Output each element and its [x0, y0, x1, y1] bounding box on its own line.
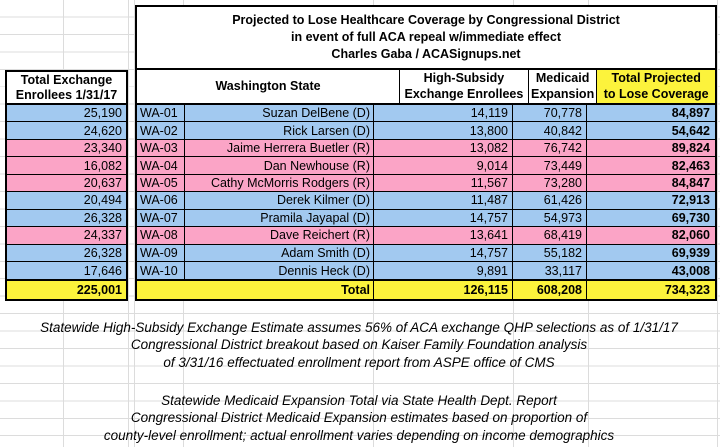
representative-cell-wa-01[interactable]: Suzan DelBene (D) [184, 105, 373, 121]
medicaid-expansion-cell-wa-08[interactable]: 68,419 [512, 227, 586, 243]
footnote-line: county-level enrollment; actual enrollment varies depending on income demographics [103, 427, 615, 443]
total-medicaid-cell[interactable]: 608,208 [512, 281, 586, 299]
table-header-row [137, 70, 715, 105]
total-exchange-enrollees-total-cell[interactable]: 225,001 [7, 279, 126, 299]
total-coverage-cell-wa-09[interactable]: 69,939 [586, 245, 714, 261]
footnote-line: Statewide Medicaid Expansion Total via State Health Dept. Report [161, 393, 557, 408]
exchange-enrollees-cell-wa-07[interactable]: 26,328 [7, 210, 126, 227]
exchange-enrollees-cell-wa-05[interactable]: 11,567 [373, 175, 512, 191]
medicaid-expansion-cell-wa-02[interactable]: 40,842 [512, 122, 586, 138]
district-cell-wa-06[interactable]: WA-06 [140, 193, 178, 208]
title-line-3: Charles Gaba / ACASignups.net [331, 47, 521, 61]
header-line: Total Exchange [20, 72, 113, 87]
medicaid-expansion-cell-wa-05[interactable]: 73,280 [512, 175, 586, 191]
district-row-wa-03 [137, 140, 715, 157]
header-line: Exchange Enrollees [404, 86, 524, 101]
header-exchange-enrollees[interactable] [399, 70, 528, 103]
medicaid-expansion-cell-wa-10[interactable]: 33,117 [512, 262, 586, 279]
exchange-enrollees-cell-wa-03[interactable]: 23,340 [7, 140, 126, 157]
exchange-enrollees-cell-wa-03[interactable]: 13,082 [373, 140, 512, 156]
exchange-enrollees-cell-wa-02[interactable]: 13,800 [373, 122, 512, 138]
district-row-wa-10 [137, 262, 715, 279]
header-total-projected[interactable] [596, 70, 715, 103]
district-row-wa-09 [137, 245, 715, 262]
table-title-cell[interactable] [137, 7, 715, 70]
total-exchange-cell[interactable]: 126,115 [373, 281, 512, 299]
header-state-label: Washington State [215, 78, 321, 93]
district-row-wa-07 [137, 210, 715, 227]
representative-cell-wa-06[interactable]: Derek Kilmer (D) [184, 192, 373, 208]
gridline [717, 0, 718, 447]
medicaid-expansion-cell-wa-06[interactable]: 61,426 [512, 192, 586, 208]
header-line: High-Subsidy [423, 71, 505, 85]
total-coverage-cell[interactable]: 734,323 [586, 281, 714, 299]
exchange-enrollees-cell-wa-01[interactable]: 14,119 [373, 105, 512, 121]
medicaid-expansion-cell-wa-03[interactable]: 76,742 [512, 140, 586, 156]
medicaid-expansion-cell-wa-04[interactable]: 73,449 [512, 157, 586, 173]
district-cell-wa-08[interactable]: WA-08 [140, 228, 178, 243]
representative-cell-wa-03[interactable]: Jaime Herrera Buetler (R) [184, 140, 373, 156]
exchange-enrollees-cell-wa-10[interactable]: 9,891 [373, 262, 512, 279]
representative-cell-wa-02[interactable]: Rick Larsen (D) [184, 122, 373, 138]
title-line-1: Projected to Lose Healthcare Coverage by Congressional District [232, 13, 620, 27]
footnote-line: of 3/31/16 effectuated enrollment report from ASPE office of CMS [163, 354, 555, 370]
header-line: Expansion [531, 86, 595, 101]
district-cell-wa-04[interactable]: WA-04 [140, 158, 178, 173]
exchange-enrollees-cell-wa-08[interactable]: 13,641 [373, 227, 512, 243]
total-exchange-enrollees-values [7, 105, 126, 279]
header-washington-state[interactable] [137, 70, 399, 103]
total-coverage-cell-wa-01[interactable]: 84,897 [586, 105, 714, 121]
total-exchange-enrollees-header[interactable] [7, 72, 126, 105]
exchange-enrollees-cell-wa-07[interactable]: 14,757 [373, 210, 512, 226]
header-line: Medicaid [535, 71, 590, 85]
exchange-enrollees-cell-wa-09[interactable]: 26,328 [7, 245, 126, 262]
exchange-enrollees-cell-wa-06[interactable]: 20,494 [7, 192, 126, 209]
district-cell-wa-01[interactable]: WA-01 [140, 106, 178, 121]
total-coverage-cell-wa-05[interactable]: 84,847 [586, 175, 714, 191]
representative-cell-wa-10[interactable]: Dennis Heck (D) [184, 262, 373, 279]
medicaid-expansion-cell-wa-01[interactable]: 70,778 [512, 105, 586, 121]
medicaid-expansion-cell-wa-09[interactable]: 55,182 [512, 245, 586, 261]
district-cell-wa-09[interactable]: WA-09 [140, 245, 178, 260]
coverage-loss-table [135, 5, 717, 301]
exchange-enrollees-cell-wa-09[interactable]: 14,757 [373, 245, 512, 261]
representative-cell-wa-09[interactable]: Adam Smith (D) [184, 245, 373, 261]
title-line-2: in event of full ACA repeal w/immediate effect [291, 30, 561, 44]
header-line: Enrollees 1/31/17 [15, 87, 118, 102]
exchange-enrollees-cell-wa-10[interactable]: 17,646 [7, 262, 126, 279]
exchange-enrollees-cell-wa-08[interactable]: 24,337 [7, 227, 126, 244]
representative-cell-wa-04[interactable]: Dan Newhouse (R) [184, 157, 373, 173]
footnote-medicaid-methodology [0, 392, 718, 444]
footnote-line: Congressional District breakout based on Kaiser Family Foundation analysis [130, 337, 588, 353]
gridline [128, 0, 129, 447]
header-line: Total Projected [611, 71, 701, 85]
footnote-line: Statewide High-Subsidy Exchange Estimate assumes 56% of ACA exchange QHP selections as of 1/31/17 [40, 320, 678, 335]
total-coverage-cell-wa-08[interactable]: 82,060 [586, 227, 714, 243]
total-label-cell[interactable]: Total [341, 283, 370, 298]
exchange-enrollees-cell-wa-05[interactable]: 20,637 [7, 175, 126, 192]
district-row-wa-06 [137, 192, 715, 209]
district-cell-wa-10[interactable]: WA-10 [140, 263, 178, 278]
district-row-wa-01 [137, 105, 715, 122]
total-coverage-cell-wa-03[interactable]: 89,824 [586, 140, 714, 156]
district-rows [137, 105, 715, 279]
header-line: to Lose Coverage [603, 86, 709, 101]
total-coverage-cell-wa-06[interactable]: 72,913 [586, 192, 714, 208]
table-total-row [137, 279, 715, 299]
exchange-enrollees-cell-wa-04[interactable]: 16,082 [7, 157, 126, 174]
header-medicaid-expansion[interactable] [528, 70, 597, 103]
medicaid-expansion-cell-wa-07[interactable]: 54,973 [512, 210, 586, 226]
district-cell-wa-03[interactable]: WA-03 [140, 141, 178, 156]
exchange-enrollees-cell-wa-06[interactable]: 11,487 [373, 192, 512, 208]
representative-cell-wa-05[interactable]: Cathy McMorris Rodgers (R) [184, 175, 373, 191]
district-row-wa-05 [137, 175, 715, 192]
total-coverage-cell-wa-04[interactable]: 82,463 [586, 157, 714, 173]
representative-cell-wa-07[interactable]: Pramila Jayapal (D) [184, 210, 373, 226]
district-row-wa-08 [137, 227, 715, 244]
district-row-wa-02 [137, 122, 715, 139]
total-coverage-cell-wa-02[interactable]: 54,642 [586, 122, 714, 138]
footnote-exchange-methodology [0, 319, 718, 371]
exchange-enrollees-cell-wa-01[interactable]: 25,190 [7, 105, 126, 122]
district-cell-wa-05[interactable]: WA-05 [140, 175, 178, 190]
exchange-enrollees-cell-wa-02[interactable]: 24,620 [7, 122, 126, 139]
district-row-wa-04 [137, 157, 715, 174]
district-cell-wa-07[interactable]: WA-07 [140, 210, 178, 225]
district-cell-wa-02[interactable]: WA-02 [140, 123, 178, 138]
exchange-enrollees-cell-wa-04[interactable]: 9,014 [373, 157, 512, 173]
footnote-line: Congressional District Medicaid Expansion estimates based on proportion of [130, 410, 588, 426]
total-coverage-cell-wa-10[interactable]: 43,008 [586, 262, 714, 279]
total-coverage-cell-wa-07[interactable]: 69,730 [586, 210, 714, 226]
total-exchange-enrollees-block [5, 70, 128, 301]
representative-cell-wa-08[interactable]: Dave Reichert (R) [184, 227, 373, 243]
